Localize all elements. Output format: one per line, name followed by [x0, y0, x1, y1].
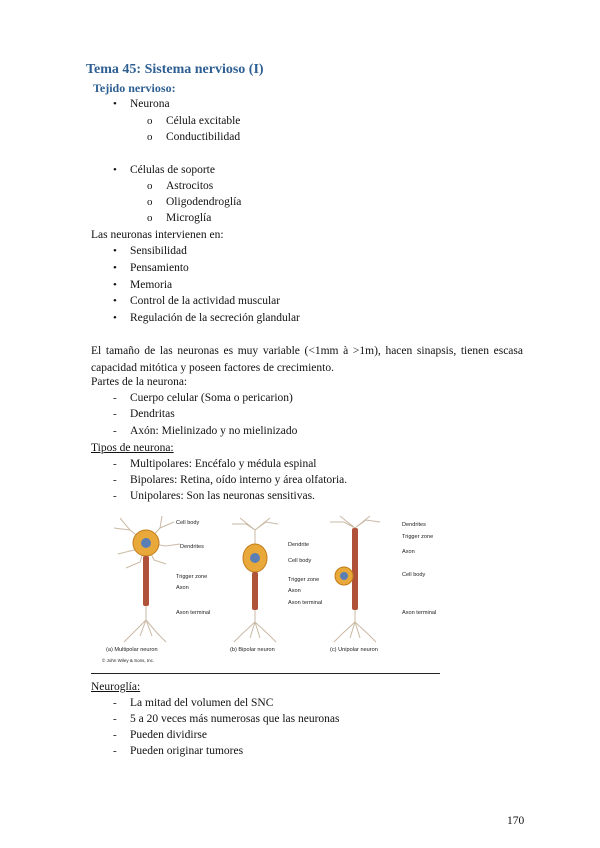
nucleus	[340, 572, 348, 580]
bullet-circle: o	[147, 196, 153, 208]
label: Axon terminal	[402, 610, 437, 616]
sub-item: Oligodendroglía	[166, 196, 242, 208]
section-subtitle: Tejido nervioso:	[93, 81, 176, 95]
list-item: Pensamiento	[130, 262, 189, 274]
label: Cell body	[176, 520, 200, 526]
list-item: Regulación de la secreción glandular	[130, 312, 300, 324]
bullet-dash: -	[113, 392, 117, 404]
label: Axon	[288, 588, 301, 594]
list-item: Control de la actividad muscular	[130, 295, 281, 307]
neuroglia-title: Neuroglía:	[91, 681, 141, 693]
list-item-neurona: Neurona	[130, 98, 170, 110]
label: Dendrites	[180, 544, 204, 550]
axon	[352, 528, 358, 610]
partes-title: Partes de la neurona:	[91, 376, 188, 388]
sub-item: Célula excitable	[166, 115, 241, 127]
bullet-dot: •	[113, 295, 117, 307]
sub-item: Astrocitos	[166, 180, 214, 192]
axon	[143, 556, 149, 606]
list-item: Sensibilidad	[130, 245, 187, 257]
page-title: Tema 45: Sistema nervioso (I)	[86, 62, 264, 77]
label: Axon	[402, 549, 415, 555]
caption: (c) Unipolar neuron	[330, 647, 378, 653]
neuron-diagram	[100, 510, 440, 670]
nucleus	[250, 553, 260, 563]
label: Dendrite	[288, 542, 310, 548]
bullet-dot: •	[113, 262, 117, 274]
page-number: 170	[507, 815, 525, 827]
tipos-title: Tipos de neurona:	[91, 442, 174, 454]
list-item: Cuerpo celular (Soma o pericarion)	[130, 392, 293, 404]
bullet-dash: -	[113, 490, 117, 502]
bullet-dot: •	[113, 279, 117, 291]
label: Trigger zone	[288, 577, 320, 583]
bullet-dot: •	[113, 164, 117, 176]
bullet-circle: o	[147, 180, 153, 192]
label: Axon terminal	[176, 610, 211, 616]
list-item: Axón: Mielinizado y no mielinizado	[130, 425, 298, 437]
neuron-types-figure	[100, 510, 440, 670]
body-paragraph: El tamaño de las neuronas es muy variable (<1mm à >1m), hacen sinapsis, tienen escasa capacidad mitótica y poseen factores de crecimiento.	[91, 345, 523, 374]
bullet-dot: •	[113, 312, 117, 324]
list-item: 5 a 20 veces más numerosas que las neuronas	[130, 713, 340, 725]
caption: (a) Multipolar neuron	[106, 647, 158, 653]
bullet-dash: -	[113, 697, 117, 709]
label: Cell body	[402, 572, 426, 578]
axon	[252, 572, 258, 610]
list-item: Memoria	[130, 279, 173, 291]
bullet-circle: o	[147, 115, 153, 127]
caption: (b) Bipolar neuron	[230, 647, 275, 653]
bullet-dash: -	[113, 729, 117, 741]
sub-item: Conductibilidad	[166, 131, 241, 143]
copyright: © John Wiley & Sons, Inc.	[102, 658, 155, 663]
list-item: Unipolares: Son las neuronas sensitivas.	[130, 490, 315, 502]
list-item: Pueden dividirse	[130, 729, 207, 741]
label: Axon	[176, 585, 189, 591]
divider	[91, 673, 440, 674]
list-item-soporte: Células de soporte	[130, 164, 215, 176]
bullet-circle: o	[147, 131, 153, 143]
bullet-dash: -	[113, 474, 117, 486]
nucleus	[141, 538, 151, 548]
list-item: Bipolares: Retina, oído interno y área olfatoria.	[130, 474, 348, 486]
intervienen-title: Las neuronas intervienen en:	[91, 229, 224, 241]
label: Axon terminal	[288, 600, 323, 606]
label: Dendrites	[402, 522, 426, 528]
bullet-dash: -	[113, 425, 117, 437]
bullet-dash: -	[113, 713, 117, 725]
list-item: Pueden originar tumores	[130, 745, 244, 757]
list-item: La mitad del volumen del SNC	[130, 697, 274, 709]
bullet-circle: o	[147, 212, 153, 224]
label: Trigger zone	[402, 534, 434, 540]
label: Trigger zone	[176, 574, 208, 580]
sub-item: Microglía	[166, 212, 212, 224]
list-item: Dendritas	[130, 408, 175, 420]
bullet-dash: -	[113, 745, 117, 757]
bullet-dot: •	[113, 98, 117, 110]
bullet-dash: -	[113, 408, 117, 420]
bullet-dot: •	[113, 245, 117, 257]
label: Cell body	[288, 558, 312, 564]
list-item: Multipolares: Encéfalo y médula espinal	[130, 458, 317, 470]
bullet-dash: -	[113, 458, 117, 470]
